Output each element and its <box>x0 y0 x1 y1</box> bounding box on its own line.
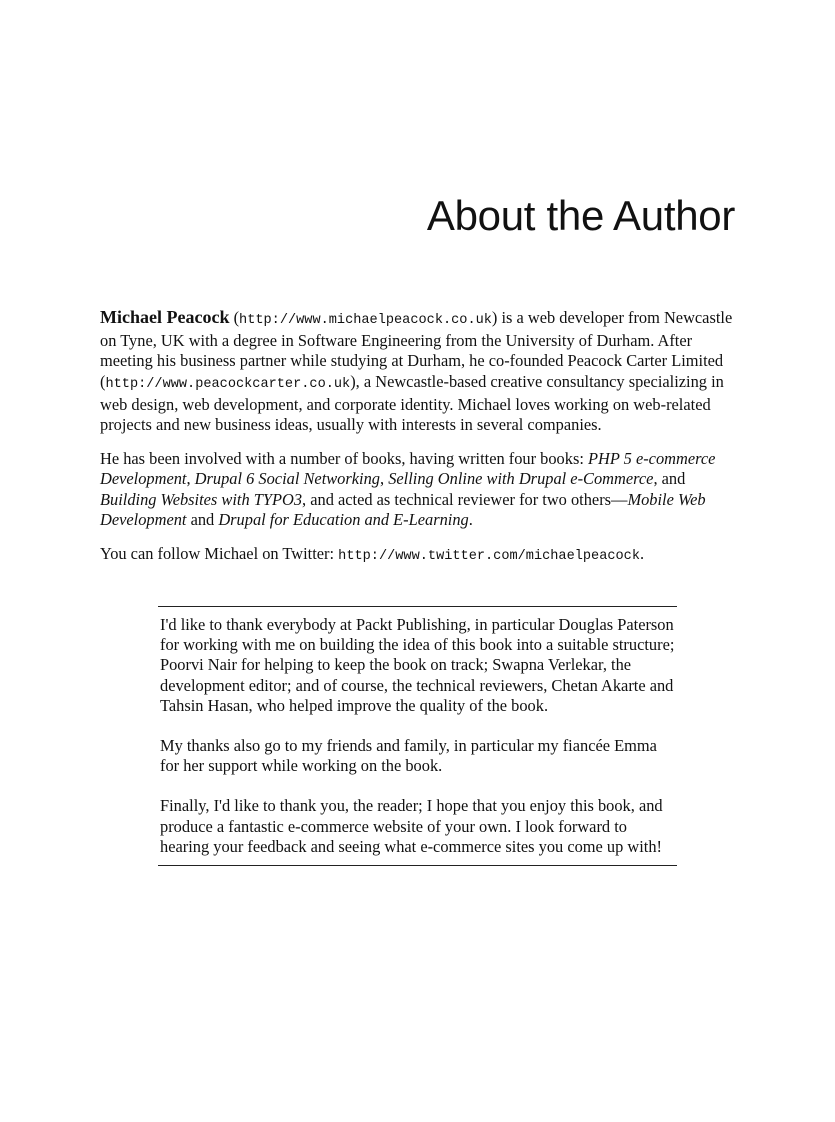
acknowledgement-paragraph: My thanks also go to my friends and family, in particular my fiancée Emma for her support while working on the book. <box>160 736 657 776</box>
book-title: Mobile Web Development <box>100 489 706 529</box>
author-website-url: http://www.michaelpeacock.co.uk <box>239 313 492 328</box>
author-name: Michael Peacock <box>100 307 230 327</box>
twitter-paragraph <box>100 544 740 567</box>
text-run: ), a Newcastle-based creative consultancy specializing in web design, web development, and corporate identity. Michael loves working on web-related projects and new business ideas, usually with interests in several companies. <box>100 371 724 435</box>
page-title: About the Author <box>426 192 735 239</box>
text-run: , <box>186 469 195 489</box>
acknowledgement-paragraph: Finally, I'd like to thank you, the reader; I hope that you enjoy this book, and produce a fantastic e-commerce website of your own. I look forward to hearing your feedback and seeing what e-commerce sites you come up with! <box>160 796 663 856</box>
acknowledgement-paragraph: I'd like to thank everybody at Packt Publishing, in particular Douglas Paterson for working with me on building the idea of this book into a suitable structure; Poorvi Nair for helping to keep the book on track; Swapna Verlekar, the development editor; and of course, the technical reviewers, Chetan Akarte and Tahsin Hasan, who helped improve the quality of the book. <box>160 615 675 715</box>
book-title: Selling Online with Drupal e-Commerce <box>388 469 654 489</box>
text-run: , and acted as technical reviewer for two others— <box>302 489 628 509</box>
author-bio <box>100 307 740 581</box>
text-run: You can follow Michael on Twitter: <box>100 544 339 564</box>
acknowledgements-box <box>158 606 677 866</box>
text-run: , and <box>653 469 686 489</box>
bio-paragraph <box>100 307 740 435</box>
text-run: ) is a web developer from Newcastle on Tyne, UK with a degree in Software Engineering from the University of Durham. After meeting his business partner while studying at Durham, he co-founded Peacock Carter Limited ( <box>100 308 733 391</box>
text-run: , <box>379 469 389 489</box>
text-run: and <box>186 509 219 529</box>
twitter-url: http://www.twitter.com/michaelpeacock <box>338 549 641 565</box>
text-run: ( <box>229 308 240 327</box>
text-run: He has been involved with a number of books, having written four books: <box>100 449 588 469</box>
text-run: . <box>640 544 645 564</box>
book-title: Drupal for Education and E-Learning <box>218 509 469 529</box>
company-website-url: http://www.peacockcarter.co.uk <box>105 376 351 392</box>
book-title: Building Websites with TYPO3 <box>100 489 303 509</box>
book-title: PHP 5 e-commerce Development <box>100 449 716 489</box>
books-paragraph <box>100 449 740 530</box>
book-title: Drupal 6 Social Networking <box>194 469 380 489</box>
text-run: . <box>468 509 473 529</box>
